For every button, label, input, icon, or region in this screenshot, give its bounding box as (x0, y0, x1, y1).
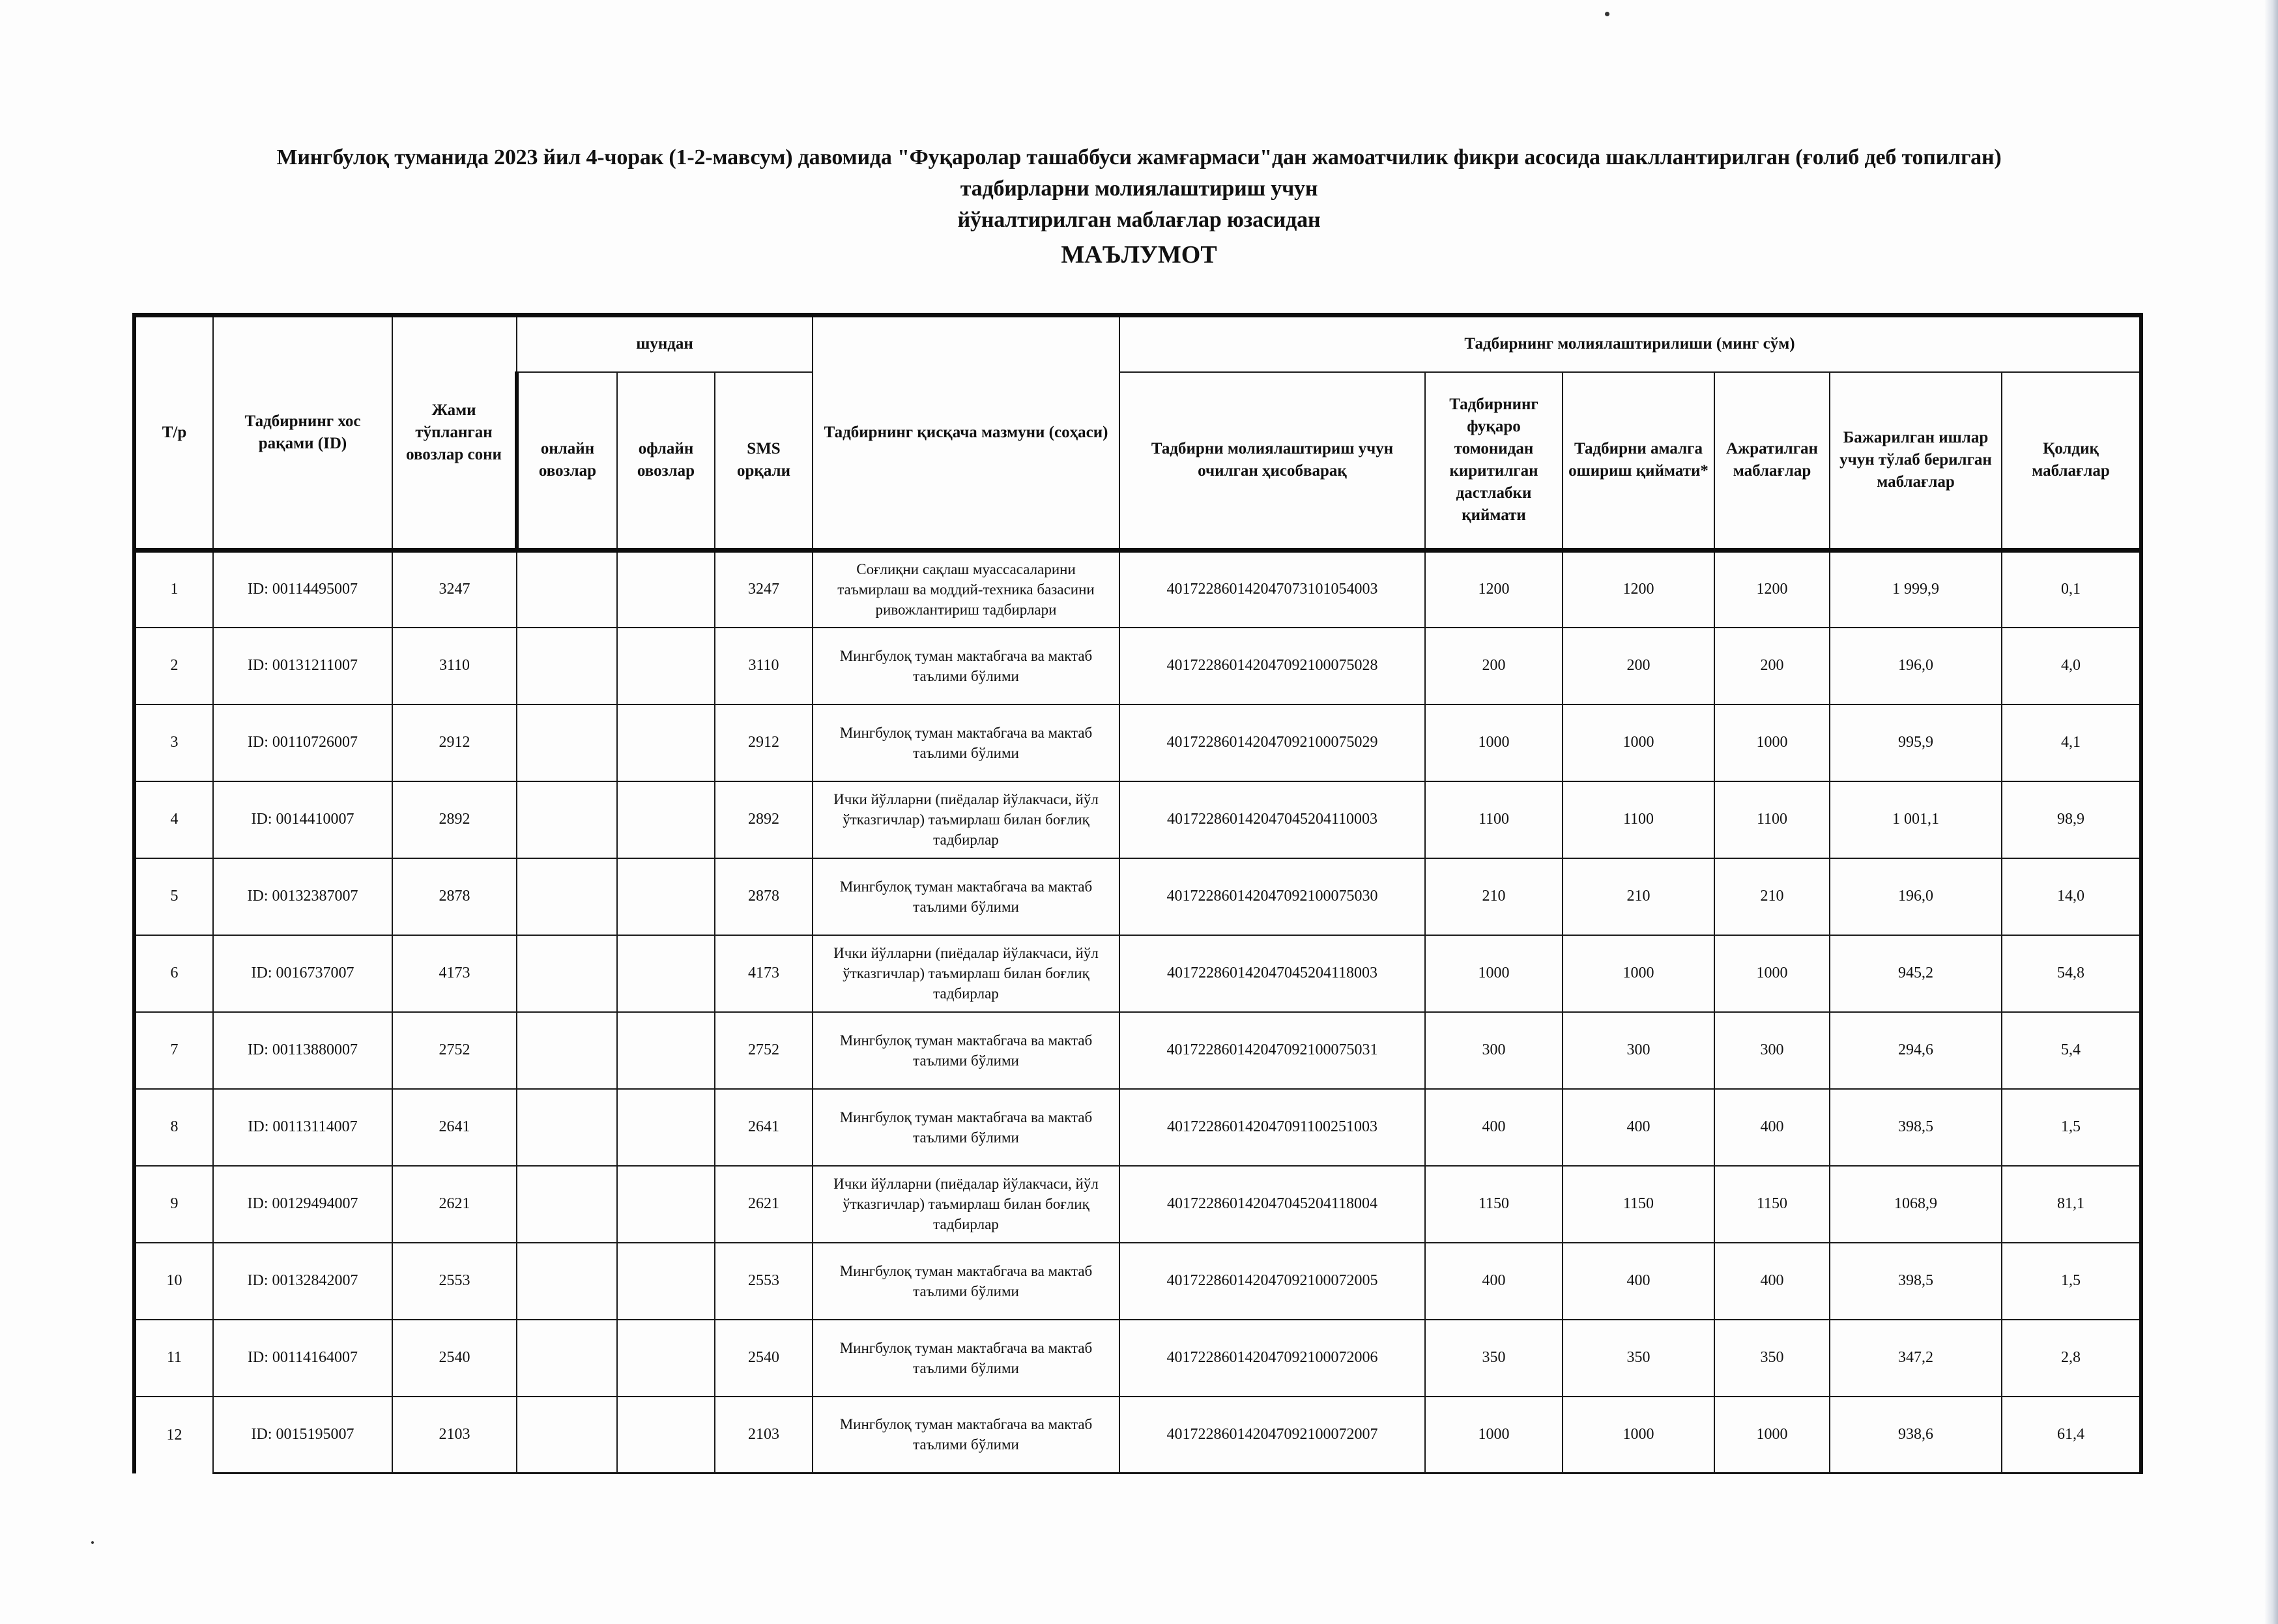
cell-impl-cost: 1000 (1563, 704, 1714, 781)
cell-summary: Соғлиқни сақлаш муассасаларини таъмирлаш ва моддий-техника базасини ривожлантириш тадбирлари (813, 551, 1119, 628)
cell-paid: 995,9 (1830, 704, 2002, 781)
cell-sms: 2540 (715, 1320, 813, 1397)
cell-num: 8 (134, 1089, 213, 1166)
cell-initial-cost: 1150 (1425, 1166, 1563, 1243)
cell-impl-cost: 200 (1563, 628, 1714, 704)
cell-total-votes: 3110 (392, 628, 517, 704)
cell-allocated: 1000 (1714, 704, 1830, 781)
table-row (134, 935, 2141, 1012)
cell-remainder: 1,5 (2002, 1243, 2141, 1320)
cell-sms: 3247 (715, 551, 813, 628)
cell-account: 401722860142047045204118003 (1119, 935, 1425, 1012)
cell-num: 2 (134, 628, 213, 704)
cell-online (517, 628, 617, 704)
cell-online (517, 1243, 617, 1320)
cell-id: ID: 0016737007 (213, 935, 392, 1012)
cell-online (517, 858, 617, 935)
cell-num: 9 (134, 1166, 213, 1243)
cell-total-votes: 3247 (392, 551, 517, 628)
cell-allocated: 200 (1714, 628, 1830, 704)
cell-impl-cost: 1000 (1563, 1397, 1714, 1473)
cell-impl-cost: 1200 (1563, 551, 1714, 628)
table-row (134, 1166, 2141, 1243)
cell-offline (617, 551, 715, 628)
table-row (134, 1089, 2141, 1166)
cell-account: 401722860142047045204118004 (1119, 1166, 1425, 1243)
cell-allocated: 1100 (1714, 781, 1830, 858)
cell-allocated: 1150 (1714, 1166, 1830, 1243)
cell-paid: 1 999,9 (1830, 551, 2002, 628)
cell-account: 401722860142047045204110003 (1119, 781, 1425, 858)
cell-sms: 2892 (715, 781, 813, 858)
header-paid: Бажарилган ишлар учун тўлаб берилган маблағлар (1830, 372, 2002, 551)
cell-online (517, 781, 617, 858)
cell-offline (617, 704, 715, 781)
cell-paid: 1068,9 (1830, 1166, 2002, 1243)
cell-num: 3 (134, 704, 213, 781)
cell-summary: Мингбулоқ туман мактабгача ва мактаб таълими бўлими (813, 628, 1119, 704)
cell-allocated: 1200 (1714, 551, 1830, 628)
cell-total-votes: 2540 (392, 1320, 517, 1397)
cell-account: 401722860142047092100075030 (1119, 858, 1425, 935)
table-row (134, 628, 2141, 704)
cell-remainder: 81,1 (2002, 1166, 2141, 1243)
cell-id: ID: 00114164007 (213, 1320, 392, 1397)
cell-remainder: 4,1 (2002, 704, 2141, 781)
cell-initial-cost: 400 (1425, 1089, 1563, 1166)
document-heading: МАЪЛУМОТ (1061, 241, 1217, 268)
header-offline: офлайн овозлар (617, 372, 715, 551)
cell-remainder: 14,0 (2002, 858, 2141, 935)
table-row (134, 1243, 2141, 1320)
cell-account: 401722860142047092100072006 (1119, 1320, 1425, 1397)
cell-initial-cost: 1000 (1425, 704, 1563, 781)
cell-id: ID: 00114495007 (213, 551, 392, 628)
funding-table (132, 313, 2143, 1474)
cell-summary: Мингбулоқ туман мактабгача ва мактаб таълими бўлими (813, 1243, 1119, 1320)
header-remainder: Қолдиқ маблағлар (2002, 372, 2141, 551)
cell-initial-cost: 1000 (1425, 1397, 1563, 1473)
cell-id: ID: 00113114007 (213, 1089, 392, 1166)
header-id: Тадбирнинг хос рақами (ID) (213, 315, 392, 551)
cell-id: ID: 00132387007 (213, 858, 392, 935)
cell-sms: 2621 (715, 1166, 813, 1243)
cell-online (517, 551, 617, 628)
document-title-line-1: Мингбулоқ туманида 2023 йил 4-чорак (1-2-мавсум) давомида "Фуқаролар ташаббуси жамғармаси"дан жамоатчилик фикри асосида шакллантирилган (ғолиб деб топилган) (276, 145, 2002, 169)
header-initial-cost: Тадбирнинг фуқаро томонидан киритилган дастлабки қиймати (1425, 372, 1563, 551)
cell-online (517, 1012, 617, 1089)
cell-allocated: 210 (1714, 858, 1830, 935)
cell-account: 401722860142047092100072007 (1119, 1397, 1425, 1473)
cell-initial-cost: 350 (1425, 1320, 1563, 1397)
cell-summary: Мингбулоқ туман мактабгача ва мактаб таълими бўлими (813, 1397, 1119, 1473)
cell-impl-cost: 400 (1563, 1243, 1714, 1320)
header-of-which: шундан (517, 315, 813, 372)
cell-offline (617, 781, 715, 858)
cell-summary: Мингбулоқ туман мактабгача ва мактаб таълими бўлими (813, 858, 1119, 935)
scan-speck (1605, 12, 1609, 16)
cell-impl-cost: 300 (1563, 1012, 1714, 1089)
cell-allocated: 1000 (1714, 935, 1830, 1012)
cell-initial-cost: 300 (1425, 1012, 1563, 1089)
document-title-line-3: йўналтирилган маблағлар юзасидан (957, 208, 1321, 232)
table-row (134, 551, 2141, 628)
cell-summary: Ички йўлларни (пиёдалар йўлакчаси, йўл ўтказгичлар) таъмирлаш билан боғлиқ тадбирлар (813, 781, 1119, 858)
header-summary: Тадбирнинг қисқача мазмуни (соҳаси) (813, 315, 1119, 551)
cell-account: 401722860142047092100072005 (1119, 1243, 1425, 1320)
cell-total-votes: 2752 (392, 1012, 517, 1089)
cell-summary: Мингбулоқ туман мактабгача ва мактаб таълими бўлими (813, 1012, 1119, 1089)
cell-account: 401722860142047092100075028 (1119, 628, 1425, 704)
cell-initial-cost: 210 (1425, 858, 1563, 935)
cell-sms: 3110 (715, 628, 813, 704)
table-header (134, 315, 2141, 551)
cell-initial-cost: 200 (1425, 628, 1563, 704)
cell-num: 6 (134, 935, 213, 1012)
scan-edge-shadow (2264, 0, 2278, 1624)
cell-sms: 2641 (715, 1089, 813, 1166)
cell-offline (617, 935, 715, 1012)
cell-paid: 938,6 (1830, 1397, 2002, 1473)
cell-paid: 1 001,1 (1830, 781, 2002, 858)
document-title-block (0, 142, 2278, 272)
cell-offline (617, 628, 715, 704)
document-title-line-2: тадбирларни молиялаштириш учун (960, 177, 1318, 201)
cell-summary: Мингбулоқ туман мактабгача ва мактаб таълими бўлими (813, 1320, 1119, 1397)
header-account: Тадбирни молиялаштириш учун очилган ҳисобварақ (1119, 372, 1425, 551)
cell-num: 10 (134, 1243, 213, 1320)
cell-initial-cost: 1000 (1425, 935, 1563, 1012)
cell-offline (617, 1089, 715, 1166)
cell-remainder: 0,1 (2002, 551, 2141, 628)
cell-impl-cost: 1100 (1563, 781, 1714, 858)
cell-allocated: 400 (1714, 1089, 1830, 1166)
cell-allocated: 350 (1714, 1320, 1830, 1397)
cell-paid: 398,5 (1830, 1089, 2002, 1166)
cell-account: 401722860142047092100075031 (1119, 1012, 1425, 1089)
cell-impl-cost: 400 (1563, 1089, 1714, 1166)
cell-paid: 196,0 (1830, 858, 2002, 935)
cell-id: ID: 0014410007 (213, 781, 392, 858)
cell-allocated: 300 (1714, 1012, 1830, 1089)
cell-num: 7 (134, 1012, 213, 1089)
header-sms: SMS орқали (715, 372, 813, 551)
cell-total-votes: 2892 (392, 781, 517, 858)
cell-id: ID: 00113880007 (213, 1012, 392, 1089)
cell-remainder: 2,8 (2002, 1320, 2141, 1397)
cell-online (517, 935, 617, 1012)
cell-initial-cost: 400 (1425, 1243, 1563, 1320)
table-row (134, 704, 2141, 781)
cell-impl-cost: 1000 (1563, 935, 1714, 1012)
cell-online (517, 1089, 617, 1166)
table-row (134, 1397, 2141, 1473)
cell-total-votes: 2878 (392, 858, 517, 935)
cell-total-votes: 2553 (392, 1243, 517, 1320)
cell-sms: 2752 (715, 1012, 813, 1089)
cell-total-votes: 2641 (392, 1089, 517, 1166)
table-body (134, 551, 2141, 1473)
cell-paid: 398,5 (1830, 1243, 2002, 1320)
table-row (134, 858, 2141, 935)
cell-paid: 347,2 (1830, 1320, 2002, 1397)
table-row (134, 1320, 2141, 1397)
table-row (134, 781, 2141, 858)
cell-offline (617, 1243, 715, 1320)
cell-offline (617, 1012, 715, 1089)
cell-id: ID: 00131211007 (213, 628, 392, 704)
cell-sms: 2878 (715, 858, 813, 935)
cell-total-votes: 2103 (392, 1397, 517, 1473)
cell-num: 4 (134, 781, 213, 858)
cell-offline (617, 1320, 715, 1397)
cell-sms: 4173 (715, 935, 813, 1012)
cell-allocated: 1000 (1714, 1397, 1830, 1473)
cell-allocated: 400 (1714, 1243, 1830, 1320)
cell-offline (617, 1166, 715, 1243)
cell-num: 5 (134, 858, 213, 935)
cell-total-votes: 2912 (392, 704, 517, 781)
scan-speck (91, 1541, 94, 1544)
cell-offline (617, 1397, 715, 1473)
header-num: Т/р (134, 315, 213, 551)
cell-paid: 945,2 (1830, 935, 2002, 1012)
cell-summary: Мингбулоқ туман мактабгача ва мактаб таълими бўлими (813, 1089, 1119, 1166)
cell-num: 12 (134, 1397, 213, 1473)
cell-account: 401722860142047091100251003 (1119, 1089, 1425, 1166)
cell-remainder: 54,8 (2002, 935, 2141, 1012)
cell-total-votes: 2621 (392, 1166, 517, 1243)
cell-num: 11 (134, 1320, 213, 1397)
header-allocated: Ажратилган маблағлар (1714, 372, 1830, 551)
cell-online (517, 1166, 617, 1243)
header-financing: Тадбирнинг молиялаштирилиши (минг сўм) (1119, 315, 2141, 372)
header-impl-cost: Тадбирни амалга ошириш қиймати* (1563, 372, 1714, 551)
cell-offline (617, 858, 715, 935)
cell-impl-cost: 1150 (1563, 1166, 1714, 1243)
cell-sms: 2553 (715, 1243, 813, 1320)
cell-total-votes: 4173 (392, 935, 517, 1012)
cell-summary: Мингбулоқ туман мактабгача ва мактаб таълими бўлими (813, 704, 1119, 781)
header-online: онлайн овозлар (517, 372, 617, 551)
cell-paid: 294,6 (1830, 1012, 2002, 1089)
cell-remainder: 1,5 (2002, 1089, 2141, 1166)
cell-remainder: 61,4 (2002, 1397, 2141, 1473)
cell-account: 40172286014204707310105400З (1119, 551, 1425, 628)
cell-paid: 196,0 (1830, 628, 2002, 704)
cell-account: 401722860142047092100075029 (1119, 704, 1425, 781)
cell-remainder: 98,9 (2002, 781, 2141, 858)
cell-online (517, 1320, 617, 1397)
cell-id: ID: 00129494007 (213, 1166, 392, 1243)
cell-remainder: 4,0 (2002, 628, 2141, 704)
cell-remainder: 5,4 (2002, 1012, 2141, 1089)
cell-sms: 2912 (715, 704, 813, 781)
header-total-votes: Жами тўпланган овозлар сони (392, 315, 517, 551)
cell-num: 1 (134, 551, 213, 628)
cell-id: ID: 0015195007 (213, 1397, 392, 1473)
cell-initial-cost: 1100 (1425, 781, 1563, 858)
cell-id: ID: 00132842007 (213, 1243, 392, 1320)
cell-id: ID: 00110726007 (213, 704, 392, 781)
cell-initial-cost: 1200 (1425, 551, 1563, 628)
table-row (134, 1012, 2141, 1089)
cell-impl-cost: 350 (1563, 1320, 1714, 1397)
cell-online (517, 1397, 617, 1473)
cell-impl-cost: 210 (1563, 858, 1714, 935)
cell-summary: Ички йўлларни (пиёдалар йўлакчаси, йўл ўтказгичлар) таъмирлаш билан боғлиқ тадбирлар (813, 935, 1119, 1012)
cell-online (517, 704, 617, 781)
cell-summary: Ички йўлларни (пиёдалар йўлакчаси, йўл ўтказгичлар) таъмирлаш билан боғлиқ тадбирлар (813, 1166, 1119, 1243)
cell-sms: 2103 (715, 1397, 813, 1473)
